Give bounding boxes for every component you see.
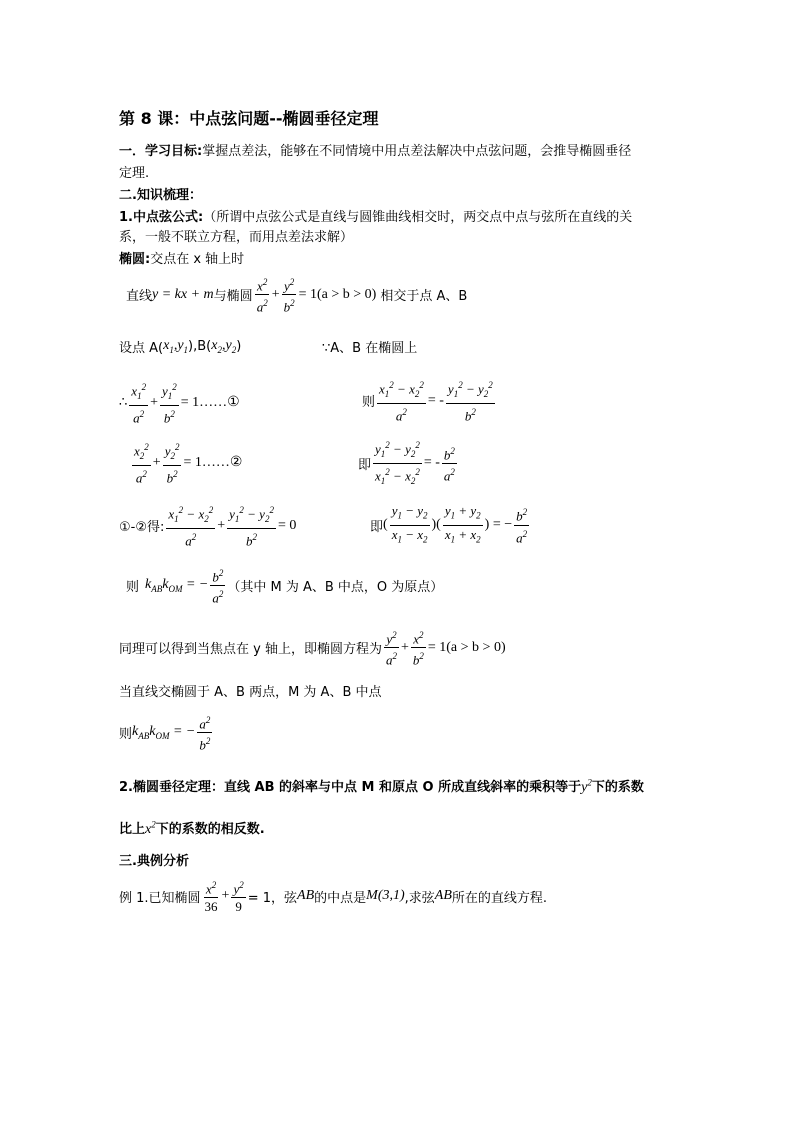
theorem-line2: 比上$x^2$下的系数的相反数. xyxy=(119,819,265,837)
ellipse-text: 交点在 x 轴上时 xyxy=(150,252,245,267)
then-equation-2: 即 $\frac{y_1^2 - y_2^2}{x_1^2 - x_2^2}$ = - $\frac{b^2}{a^2}$ xyxy=(358,440,455,486)
ellipse-line xyxy=(119,248,244,267)
intersect-statement: 当直线交椭圆于 A、B 两点，M 为 A、B 中点 xyxy=(119,685,382,700)
then-equation-1: 则 $\frac{x_1^2 - x_2^2}{a^2}$ = - $\frac{y_1^2 - y_2^2}{b^2}$ xyxy=(362,380,493,424)
fraction: $\frac{x^2}{a^2}$ xyxy=(256,277,268,315)
learning-goals-text: 掌握点差法，能够在不同情境中用点差法解决中点弦问题，会推导椭圆垂径 xyxy=(202,144,632,159)
examples-heading: 三.典例分析 xyxy=(119,854,189,869)
equation-2: $\frac{x_2^2}{a^2}$ + $\frac{y_2^2}{b^2}$ = 1……② xyxy=(134,442,243,486)
midpoint-formula-line1 xyxy=(119,206,632,225)
similar-statement: 同理可以得到当焦点在 y 轴上，即椭圆方程为 $\frac{y^2}{a^2}$ + $\frac{x^2}{b^2}$ = 1(a > b > 0) xyxy=(119,630,506,668)
difference-equation: ①-②得: $\frac{x_1^2 - x_2^2}{a^2}$ + $\frac{y_1^2 - y_2^2}{b^2}$ = 0 xyxy=(119,505,297,549)
midpoint-formula-heading: 1.中点弦公式: xyxy=(119,210,204,225)
learning-goals-line2: 定理. xyxy=(119,166,150,181)
example-1: 例 1.已知椭圆 $\frac{x^2}{36}$ + $\frac{y^2}{9}$ = 1，弦 AB 的中点是 M(3,1) ,求弦 AB 所在的直线方程. xyxy=(119,880,548,915)
fraction: $\frac{y^2}{b^2}$ xyxy=(283,277,295,315)
equation-1: ∴ $\frac{x_1^2}{a^2}$ + $\frac{y_1^2}{b^2}$ = 1……① xyxy=(119,382,240,426)
line-ellipse-statement: 直线 y = kx + m 与椭圆 $\frac{x^2}{a^2}$ + $\frac{y^2}{b^2}$ = 1(a > b > 0) 相交于点 A、B xyxy=(126,277,468,315)
midpoint-formula-text: （所谓中点弦公式是直线与圆锥曲线相交时，两交点中点与弦所在直线的关 xyxy=(203,210,633,225)
set-points-line: 设点 A( $x_1,y_1$ ),B( $x_2,y_2$ ) xyxy=(119,338,242,356)
because-text: ∵A、B 在椭圆上 xyxy=(322,341,418,356)
result-1: 则 $k_{AB}k_{OM}$ = − $\frac{b^2}{a^2}$ （其中 M 为 A、B 中点，O 为原点） xyxy=(126,568,444,606)
ellipse-heading: 椭圆: xyxy=(119,252,151,267)
then-equation-3: 即 ( $\frac{y_1 - y_2}{x_1 - x_2}$ )( $\frac{y_1 + y_2}{x_1 + x_2}$ ) = − $\frac{b^2}{a^2}$ xyxy=(370,503,528,545)
page-title: 第 8 课：中点弦问题--椭圆垂径定理 xyxy=(119,109,379,128)
midpoint-formula-line2: 系，一般不联立方程，而用点差法求解） xyxy=(119,230,354,245)
learning-goals-line1 xyxy=(119,140,631,159)
knowledge-heading: 二.知识梳理： xyxy=(119,188,202,203)
theorem-line1: 2.椭圆垂径定理：直线 AB 的斜率与中点 M 和原点 O 所成直线斜率的乘积等于$y^2$下的系数 xyxy=(119,777,644,795)
result-2: 则 $k_{AB}k_{OM}$ = − $\frac{a^2}{b^2}$ xyxy=(119,715,211,753)
learning-goals-heading: 一．学习目标: xyxy=(119,144,203,159)
